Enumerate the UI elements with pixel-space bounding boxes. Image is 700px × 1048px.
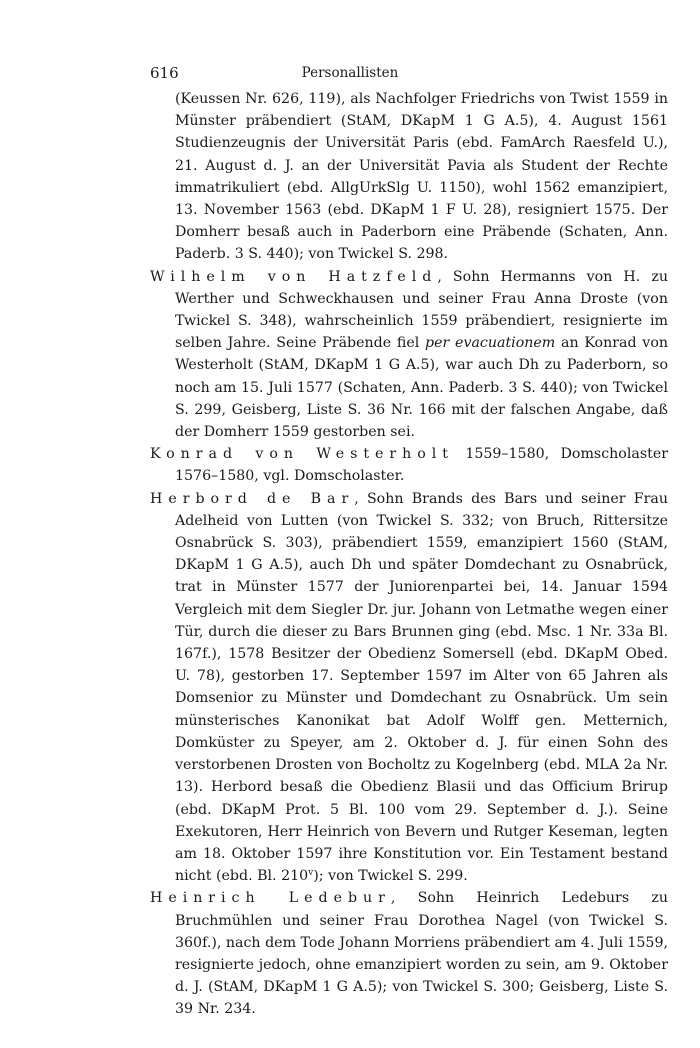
entry-name: Konrad von Westerholt — [150, 446, 454, 463]
entry-herbord-de-bar — [150, 488, 668, 888]
entry-name: Heinrich Ledebur — [150, 890, 391, 907]
entry-wilhelm-von-hatzfeld — [150, 266, 668, 444]
entry-text: ); von Twickel S. 299. — [313, 868, 468, 885]
running-head: Personallisten — [301, 65, 399, 81]
continuation-paragraph — [150, 88, 668, 266]
entry-text: , Sohn Hermanns von H. zu Werther und Schweckhausen und seiner Frau Anna Droste (von Twickel S. 348), wahrscheinlich 1559 präbendiert, resignierte im selben Jahre. Seine Präbende fiel — [175, 268, 668, 352]
page-number: 616 — [150, 64, 179, 82]
continuation-text: (Keussen Nr. 626, 119), als Nachfolger Friedrichs von Twist 1559 in Münster präbendiert (StAM, DKapM 1 G A.5), 4. August 1561 Studienzeugnis der Universität Paris (ebd. FamArch Raesfeld U.), 21. August d. J. an der Universität Pavia als Student der Rechte immatrikuliert (ebd. AllgUrkSlg U. 1150), wohl 1562 emanzipiert, 13. November 1563 (ebd. DKapM 1 F U. 28), resigniert 1575. Der Domherr besaß auch in Paderborn eine Präbende (Schaten, Ann. Paderb. 3 S. 440); von Twickel S. 298. — [175, 91, 668, 263]
entry-heinrich-ledebur — [150, 887, 668, 1020]
entry-name: Herbord de Bar — [150, 490, 355, 507]
page-body — [150, 88, 668, 1021]
entry-name: Wilhelm von Hatzfeld — [150, 268, 438, 285]
entry-text: , Sohn Heinrich Ledeburs zu Bruchmühlen und seiner Frau Dorothea Nagel (von Twickel S. 360f.), nach dem Tode Johann Morriens präbendiert am 4. Juli 1559, resignierte jedoch, ohne emanzipiert worden zu sein, am 9. Oktober d. J. (StAM, DKapM 1 G A.5); von Twickel S. 300; Geisberg, Liste S. 39 Nr. 234. — [175, 890, 669, 1018]
entry-superscript: v — [308, 868, 314, 879]
entry-konrad-von-westerholt — [150, 443, 668, 487]
entry-text: , Sohn Brands des Bars und seiner Frau Adelheid von Lutten (von Twickel S. 332; von Bruch, Rittersitze Osnabrück S. 303), präbendiert 1559, emanzipiert 1560 (StAM, DKapM 1 G A.5), auch Dh und später Domdechant zu Osnabrück, trat in Münster 1577 der Juniorenpartei bei, 14. Januar 1594 Vergleich mit dem Siegler Dr. jur. Johann von Letmathe wegen einer Tür, durch die dieser zu Bars Brunnen ging (ebd. Msc. 1 Nr. 33a Bl. 167f.), 1578 Besitzer der Obedienz Somersell (ebd. DKapM Obed. U. 78), gestorben 17. September 1597 im Alter von 65 Jahren als Domsenior zu Münster und Domdechant zu Osnabrück. Um sein münsterisches Kanonikat bat Adolf Wolff gen. Metternich, Domküster zu Speyer, am 2. Oktober d. J. für einen Sohn des verstorbenen Drosten von Bocholtz zu Kogelnberg (ebd. MLA 2a Nr. 13). Herbord besaß die Obedienz Blasii und das Officium Brirup (ebd. DKapM Prot. 5 Bl. 100 vom 29. September d. J.). Seine Exekutoren, Herr Heinrich von Bevern und Rutger Keseman, legten am 18. Oktober 1597 ihre Konstitution vor. Ein Testament bestand nicht (ebd. Bl. 210 — [175, 490, 668, 885]
entry-text: 1559–1580, Domscholaster 1576–1580, vgl. Domscholaster. — [175, 446, 668, 485]
entry-text: an Konrad von Westerholt (StAM, DKapM 1 G A.5), war auch Dh zu Paderborn, so noch am 15. Juli 1577 (Schaten, Ann. Paderb. 3 S. 440); von Twickel S. 299, Geisberg, Liste S. 36 Nr. 166 mit der falschen Angabe, daß der Domherr 1559 gestorben sei. — [175, 335, 668, 441]
entry-italic-text: per evacuationem — [425, 335, 556, 352]
page-header — [0, 0, 700, 90]
